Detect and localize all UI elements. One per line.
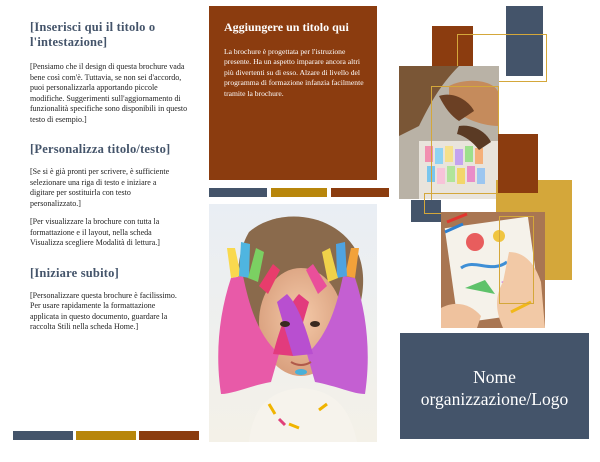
paragraph-scrivere[interactable]: [Se si è già pronti per scrivere, è sufficiente selezionare una riga di testo e iniziare a digitare per sostituirla con testo personalizzato.]: [30, 167, 170, 208]
heading-personalizza[interactable]: [Personalizza titolo/testo]: [30, 142, 171, 156]
paragraph-stili[interactable]: [Personalizzare questa brochure è facilissimo. Per usare rapidamente la formattazione applicata in questo documento, guardare la raccolta Stili nella scheda Home.]: [30, 290, 177, 331]
slate-bar: [13, 431, 73, 440]
organization-logo-box[interactable]: [400, 333, 589, 439]
gold-bar-mid: [271, 188, 327, 197]
org-name-line1: Nome: [473, 367, 516, 387]
child-painted-hands-photo: [209, 204, 377, 442]
heading-iniziare[interactable]: [Iniziare subito]: [30, 265, 119, 280]
panel-title[interactable]: Aggiungere un titolo qui: [224, 20, 349, 34]
paragraph-visualizza[interactable]: [Per visualizzare la brochure con tutta la formattazione e il layout, nella scheda Visualizza scegliere Modalità di lettura.]: [30, 217, 160, 247]
gold-outline-low: [424, 193, 542, 214]
brown-bar-mid: [331, 188, 389, 197]
heading-intestazione[interactable]: [Inserisci qui il titolo o l'intestazione]: [30, 20, 156, 49]
panel-body[interactable]: La brochure è progettata per l'istruzione presente. Ha un aspetto imparare ancora altri più divertenti su di esso. Alzare di livello del programma di formazione infanzia facilmente tramite la brochure.: [224, 47, 364, 98]
left-column: [30, 20, 195, 333]
title-panel: [209, 6, 377, 180]
brown-bar: [139, 431, 199, 440]
gold-outline-bottom: [499, 216, 534, 304]
gold-bar: [76, 431, 136, 440]
slate-bar-mid: [209, 188, 267, 197]
org-name-line2: organizzazione/Logo: [420, 389, 569, 409]
paragraph-design[interactable]: [Pensiamo che il design di questa brochure vada bene così com'è. Tuttavia, se non sei d'accordo, puoi personalizzarla apportando piccole modifiche. Suggerimenti sull'aggiornamento di funzionalità specifiche sono disponibili in questo testo di esempio.]: [30, 62, 188, 124]
brown-block-right: [498, 134, 538, 194]
